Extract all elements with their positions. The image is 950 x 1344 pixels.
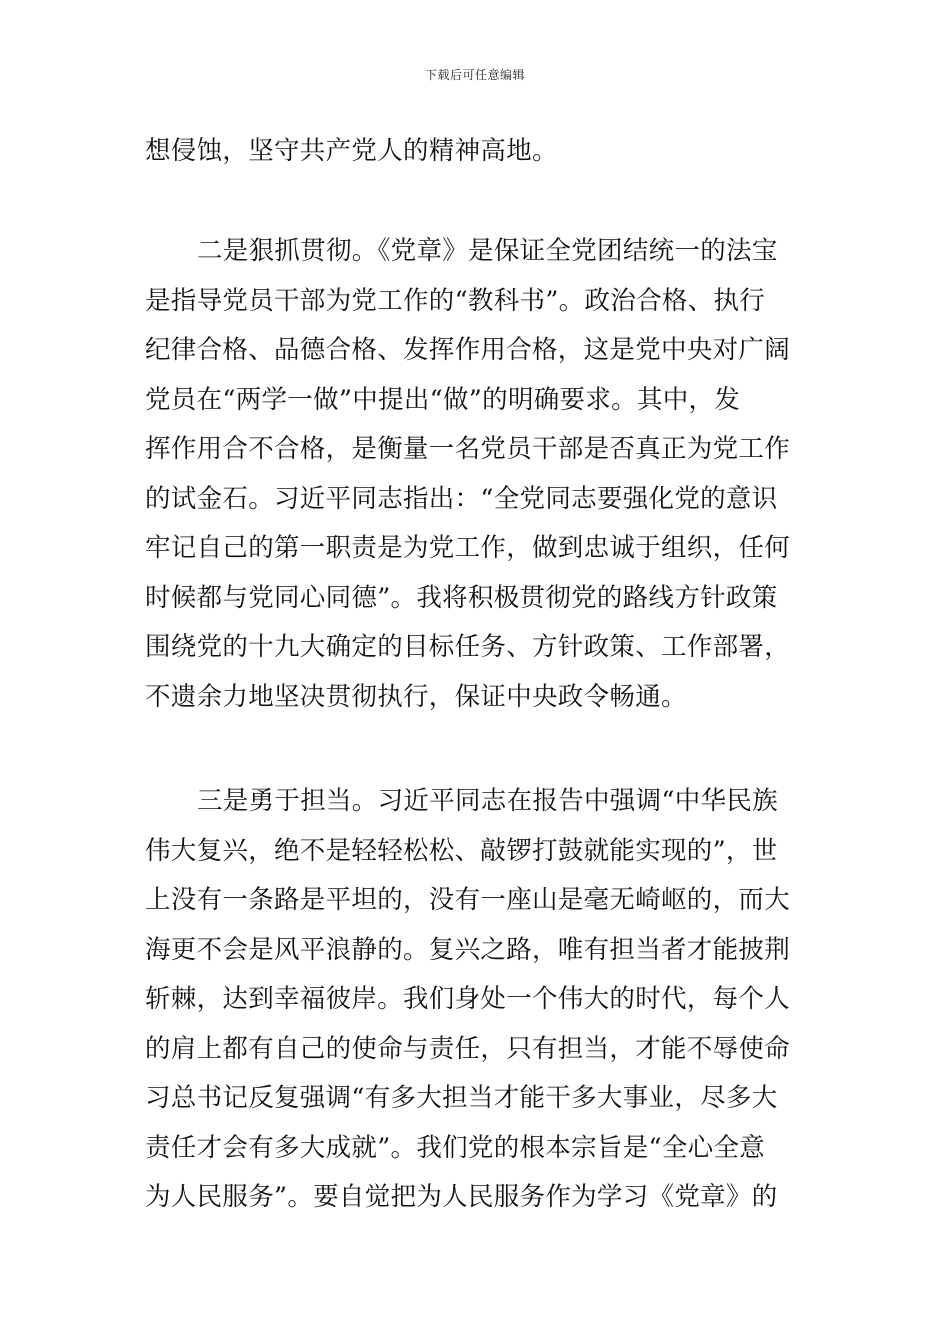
paragraph-line: 是指导党员干部为党工作的“教科书”。政治合格、执行 xyxy=(145,285,766,316)
paragraph-line: 海更不会是风平浪静的。复兴之路，唯有担当者才能披荆 xyxy=(145,934,791,965)
paragraph-line: 的试金石。习近平同志指出：“全党同志要强化党的意识 xyxy=(145,483,778,514)
paragraph-line: 伟大复兴，绝不是轻轻松松、敲锣打鼓就能实现的”，世 xyxy=(145,835,778,866)
paragraph-2 xyxy=(145,227,810,722)
paragraph-line: 三是勇于担当。习近平同志在报告中强调“中华民族 xyxy=(197,786,778,816)
paragraph-line: 围绕党的十九大确定的目标任务、方针政策、工作部署， xyxy=(145,632,791,662)
paragraph-line: 党员在“两学一做”中提出“做”的明确要求。其中，发 xyxy=(145,384,741,415)
paragraph-line: 的肩上都有自己的使命与责任，只有担当，才能不辱使命 xyxy=(145,1033,791,1064)
paragraph-line: 纪律合格、品德合格、发挥作用合格，这是党中央对广阔 xyxy=(145,335,791,365)
paragraph-line: 挥作用合不合格，是衡量一名党员干部是否真正为党工作 xyxy=(145,434,791,464)
paragraph-line: 为人民服务”。要自觉把为人民服务作为学习《党章》的 xyxy=(145,1182,778,1212)
paragraph-1 xyxy=(145,127,810,177)
page-header-note: 下载后可任意编辑 xyxy=(424,68,525,82)
paragraph-3 xyxy=(145,777,810,1223)
paragraph-line: 上没有一条路是平坦的，没有一座山是毫无崎岖的，而大 xyxy=(145,885,791,915)
paragraph-line: 责任才会有多大成就”。我们党的根本宗旨是“全心全意 xyxy=(145,1132,766,1163)
paragraph-line: 想侵蚀，坚守共产党人的精神高地。 xyxy=(145,136,558,166)
paragraph-line: 斩棘，达到幸福彼岸。我们身处一个伟大的时代，每个人 xyxy=(145,984,791,1014)
paragraph-line: 牢记自己的第一职责是为党工作，做到忠诚于组织，任何 xyxy=(145,533,791,563)
paragraph-line: 时候都与党同心同德”。我将积极贯彻党的路线方针政策 xyxy=(145,582,778,613)
paragraph-line: 不遗余力地坚决贯彻执行，保证中央政令畅通。 xyxy=(145,681,687,712)
paragraph-line: 习总书记反复强调“有多大担当才能干多大事业，尽多大 xyxy=(145,1083,778,1113)
paragraph-line: 二是狠抓贯彻。《党章》是保证全党团结统一的法宝 xyxy=(197,236,778,266)
